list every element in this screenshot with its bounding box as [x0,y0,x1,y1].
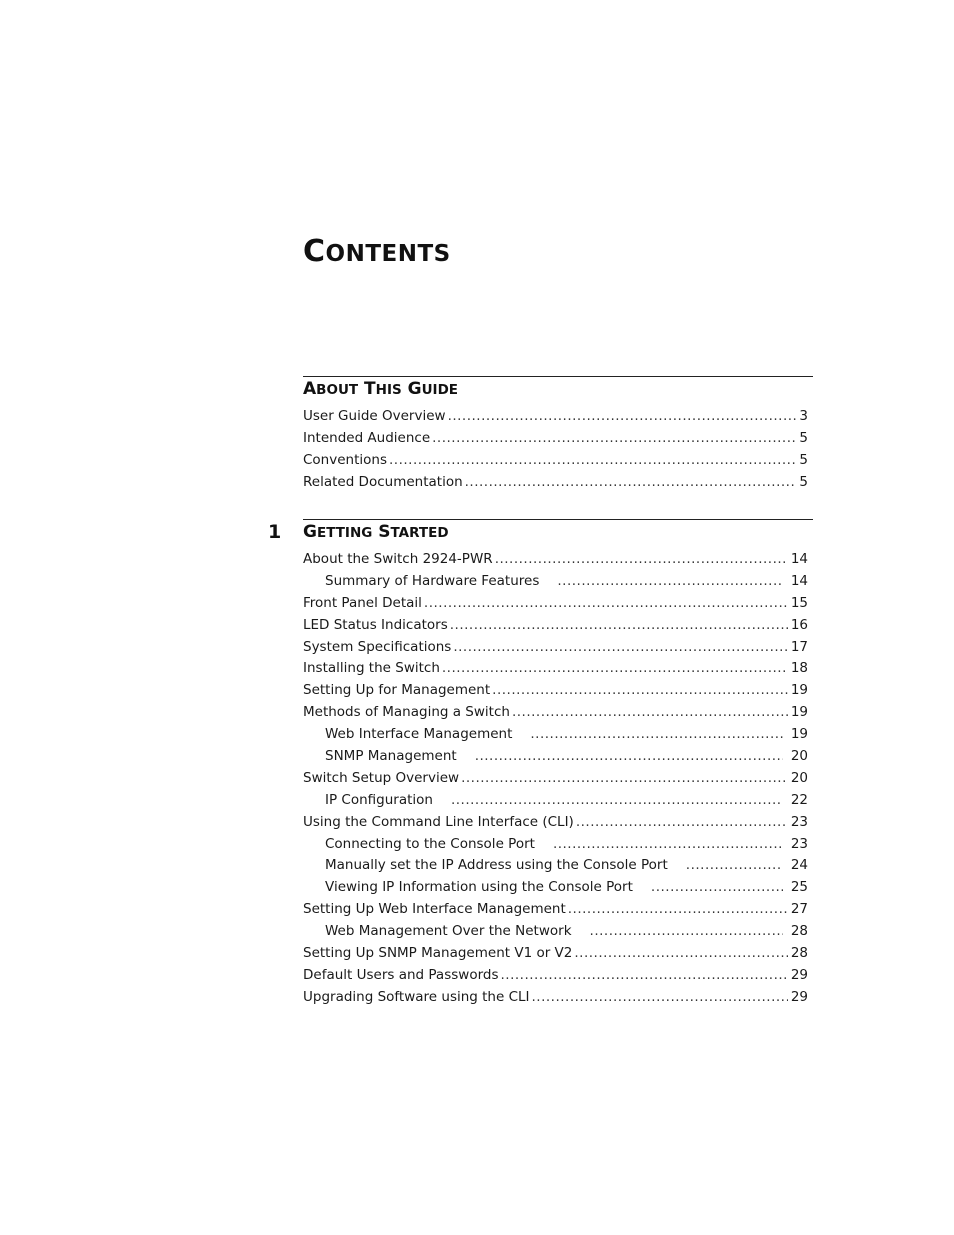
toc-dot-leader [495,549,788,571]
toc-entry[interactable] [303,637,808,659]
toc-page-number: 19 [790,682,808,699]
toc-entry-label: System Specifications [303,638,452,655]
chapter-number: 1 [268,521,282,543]
toc-entry[interactable] [303,768,808,790]
toc-page-number: 18 [790,660,808,677]
toc-page-number: 15 [790,594,808,611]
toc-entry[interactable] [303,593,808,615]
toc-dot-leader [512,702,788,724]
toc-dot-leader [424,593,788,615]
toc-list [303,549,813,1009]
toc-entry-label: Web Interface Management [325,726,513,743]
toc-dot-leader [453,637,787,659]
toc-page-number: 16 [790,616,808,633]
toc-dot-leader [389,450,796,472]
toc-entry-label: Connecting to the Console Port [325,835,535,852]
toc-list [303,406,813,494]
section-heading: GETTING STARTED [303,522,449,542]
toc-page-number: 24 [790,857,808,874]
page-title-initial: C [303,234,326,269]
toc-page-number: 5 [799,473,808,490]
toc-entry-label: User Guide Overview [303,408,446,424]
toc-page-number: 14 [790,551,808,567]
toc-page-number: 22 [790,791,808,808]
toc-entry[interactable] [303,943,808,965]
toc-dot-leader [686,855,783,877]
toc-entry[interactable] [303,812,808,834]
toc-page-number: 23 [790,835,808,852]
toc-entry[interactable] [303,899,808,921]
toc-dot-leader [557,571,782,593]
toc-entry-label: Setting Up for Management [303,682,491,699]
toc-entry[interactable] [303,702,808,724]
toc-page-number: 5 [799,451,808,468]
toc-dot-leader [568,899,788,921]
toc-entry-label: Setting Up Web Interface Management [303,901,566,918]
toc-entry[interactable] [303,921,808,943]
toc-entry-label: Default Users and Passwords [303,966,499,983]
toc-page-number: 28 [790,945,808,962]
toc-entry-label: SNMP Management [325,748,457,765]
toc-page-number: 19 [790,726,808,743]
toc-page-number: 29 [790,966,808,983]
toc-entry[interactable] [303,790,808,812]
toc-entry[interactable] [303,724,808,746]
toc-page-number: 20 [790,769,808,786]
toc-entry-label: Upgrading Software using the CLI [303,988,530,1005]
toc-page-number: 3 [799,408,808,424]
toc-entry[interactable] [303,877,808,899]
toc-page-number: 19 [790,704,808,721]
toc-page-number: 14 [790,572,808,589]
toc-dot-leader [451,790,783,812]
toc-section-getting-started [268,519,813,1009]
toc-section-about-this-guide [303,376,813,494]
toc-dot-leader [574,943,787,965]
toc-entry[interactable] [303,472,808,494]
toc-dot-leader [576,812,788,834]
toc-entry-label: LED Status Indicators [303,616,448,633]
toc-dot-leader [530,724,782,746]
toc-page-number: 23 [790,813,808,830]
toc-page-number: 29 [790,988,808,1005]
toc-dot-leader [501,965,788,987]
toc-entry-label: Installing the Switch [303,660,440,677]
toc-entry-label: Intended Audience [303,429,431,446]
toc-entry[interactable] [303,406,808,428]
toc-entry-label: Setting Up SNMP Management V1 or V2 [303,945,573,962]
toc-entry-label: Viewing IP Information using the Console Port [325,879,633,896]
toc-entry-label: About the Switch 2924-PWR [303,551,493,567]
toc-dot-leader [532,987,788,1009]
toc-dot-leader [651,877,783,899]
toc-dot-leader [448,406,797,428]
toc-page-number: 27 [790,901,808,918]
toc-entry[interactable] [303,549,808,571]
toc-page-number: 5 [799,429,808,446]
toc-entry-label: IP Configuration [325,791,433,808]
toc-dot-leader [461,768,788,790]
toc-entry[interactable] [303,987,808,1009]
toc-dot-leader [590,921,783,943]
toc-dot-leader [432,428,796,450]
toc-entry[interactable] [303,428,808,450]
toc-entry[interactable] [303,571,808,593]
page-title [303,232,451,274]
toc-entry-label: Summary of Hardware Features [325,572,540,589]
toc-entry-label: Conventions [303,451,387,468]
toc-entry[interactable] [303,746,808,768]
toc-dot-leader [475,746,783,768]
toc-dot-leader [442,658,788,680]
toc-entry[interactable] [303,680,808,702]
toc-dot-leader [492,680,788,702]
toc-dot-leader [553,834,783,856]
toc-entry-label: Using the Command Line Interface (CLI) [303,813,574,830]
toc-page-number: 28 [790,923,808,940]
toc-entry-label: Switch Setup Overview [303,769,460,786]
toc-entry-label: Methods of Managing a Switch [303,704,510,721]
toc-entry-label: Front Panel Detail [303,594,422,611]
toc-entry[interactable] [303,855,808,877]
toc-dot-leader [450,615,788,637]
toc-entry[interactable] [303,615,808,637]
page-title-rest: ONTENTS [325,241,451,267]
toc-page-number: 20 [790,748,808,765]
toc-entry[interactable] [303,965,808,987]
toc-entry[interactable] [303,834,808,856]
toc-entry-label: Manually set the IP Address using the Console Port [325,857,668,874]
toc-entry[interactable] [303,450,808,472]
toc-entry[interactable] [303,658,808,680]
toc-page-number: 17 [790,638,808,655]
toc-entry-label: Related Documentation [303,473,463,490]
section-heading: ABOUT THIS GUIDE [303,379,458,399]
toc-dot-leader [465,472,797,494]
toc-page-number: 25 [790,879,808,896]
toc-entry-label: Web Management Over the Network [325,923,572,940]
